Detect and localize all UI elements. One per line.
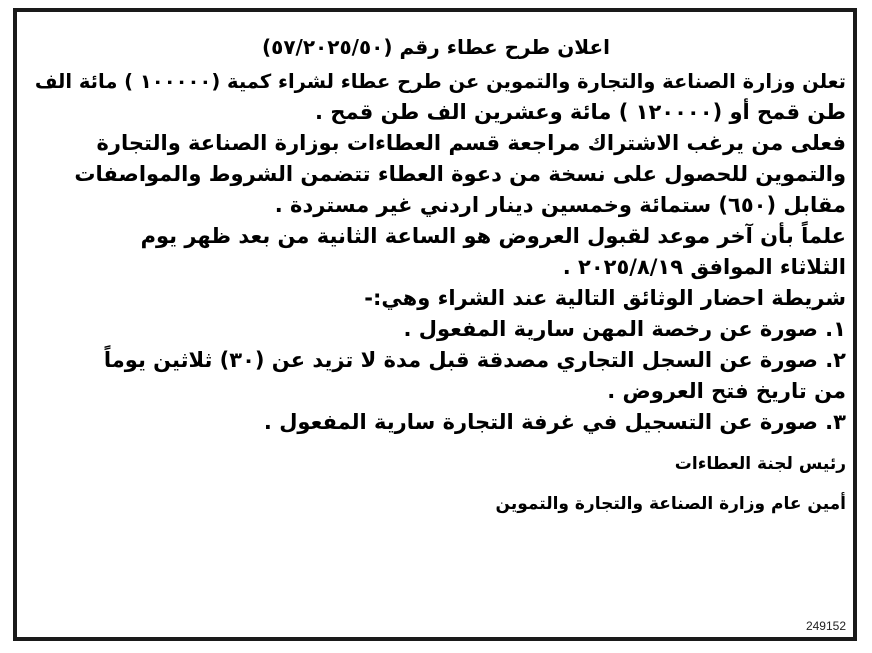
body-line: الثلاثاء الموافق ٢٠٢٥/٨/١٩ .	[562, 255, 846, 279]
requirement-item: ٣. صورة عن التسجيل في غرفة التجارة سارية المفعول .	[263, 410, 846, 434]
requirement-item: ١. صورة عن رخصة المهن سارية المفعول .	[403, 317, 846, 341]
body-line: مقابل (٦٥٠) ستمائة وخمسين دينار اردني غير مستردة .	[274, 193, 846, 217]
signature-name: أمين عام وزارة الصناعة والتجارة والتموين	[495, 494, 846, 514]
body-line: شريطة احضار الوثائق التالية عند الشراء وهي:-	[364, 286, 846, 310]
notice-title: اعلان طرح عطاء رقم (٥٧/٢٠٢٥/٥٠)	[261, 35, 611, 59]
body-line: فعلى من يرغب الاشتراك مراجعة قسم العطاءات بوزارة الصناعة والتجارة	[96, 131, 846, 155]
requirement-item: ٢. صورة عن السجل التجاري مصدقة قبل مدة لا تزيد عن (٣٠) ثلاثين يوماً	[103, 348, 846, 372]
body-line: طن قمح أو (١٢٠٠٠٠ ) مائة وعشرين الف طن قمح .	[315, 100, 846, 124]
spacer	[26, 478, 846, 490]
tender-notice	[26, 30, 846, 518]
body-line: والتموين للحصول على نسخة من دعوة العطاء تتضمن الشروط والمواصفات	[74, 162, 846, 186]
body-line: تعلن وزارة الصناعة والتجارة والتموين عن طرح عطاء لشراء كمية (١٠٠٠٠٠ ) مائة الف	[34, 70, 846, 93]
requirement-item: من تاريخ فتح العروض .	[607, 379, 846, 403]
signature-title: رئيس لجنة العطاءات	[674, 454, 846, 474]
spacer	[26, 438, 846, 450]
body-line: علماً بأن آخر موعد لقبول العروض هو الساعة الثانية من بعد ظهر يوم	[140, 224, 846, 248]
reference-number: 249152	[805, 619, 846, 633]
